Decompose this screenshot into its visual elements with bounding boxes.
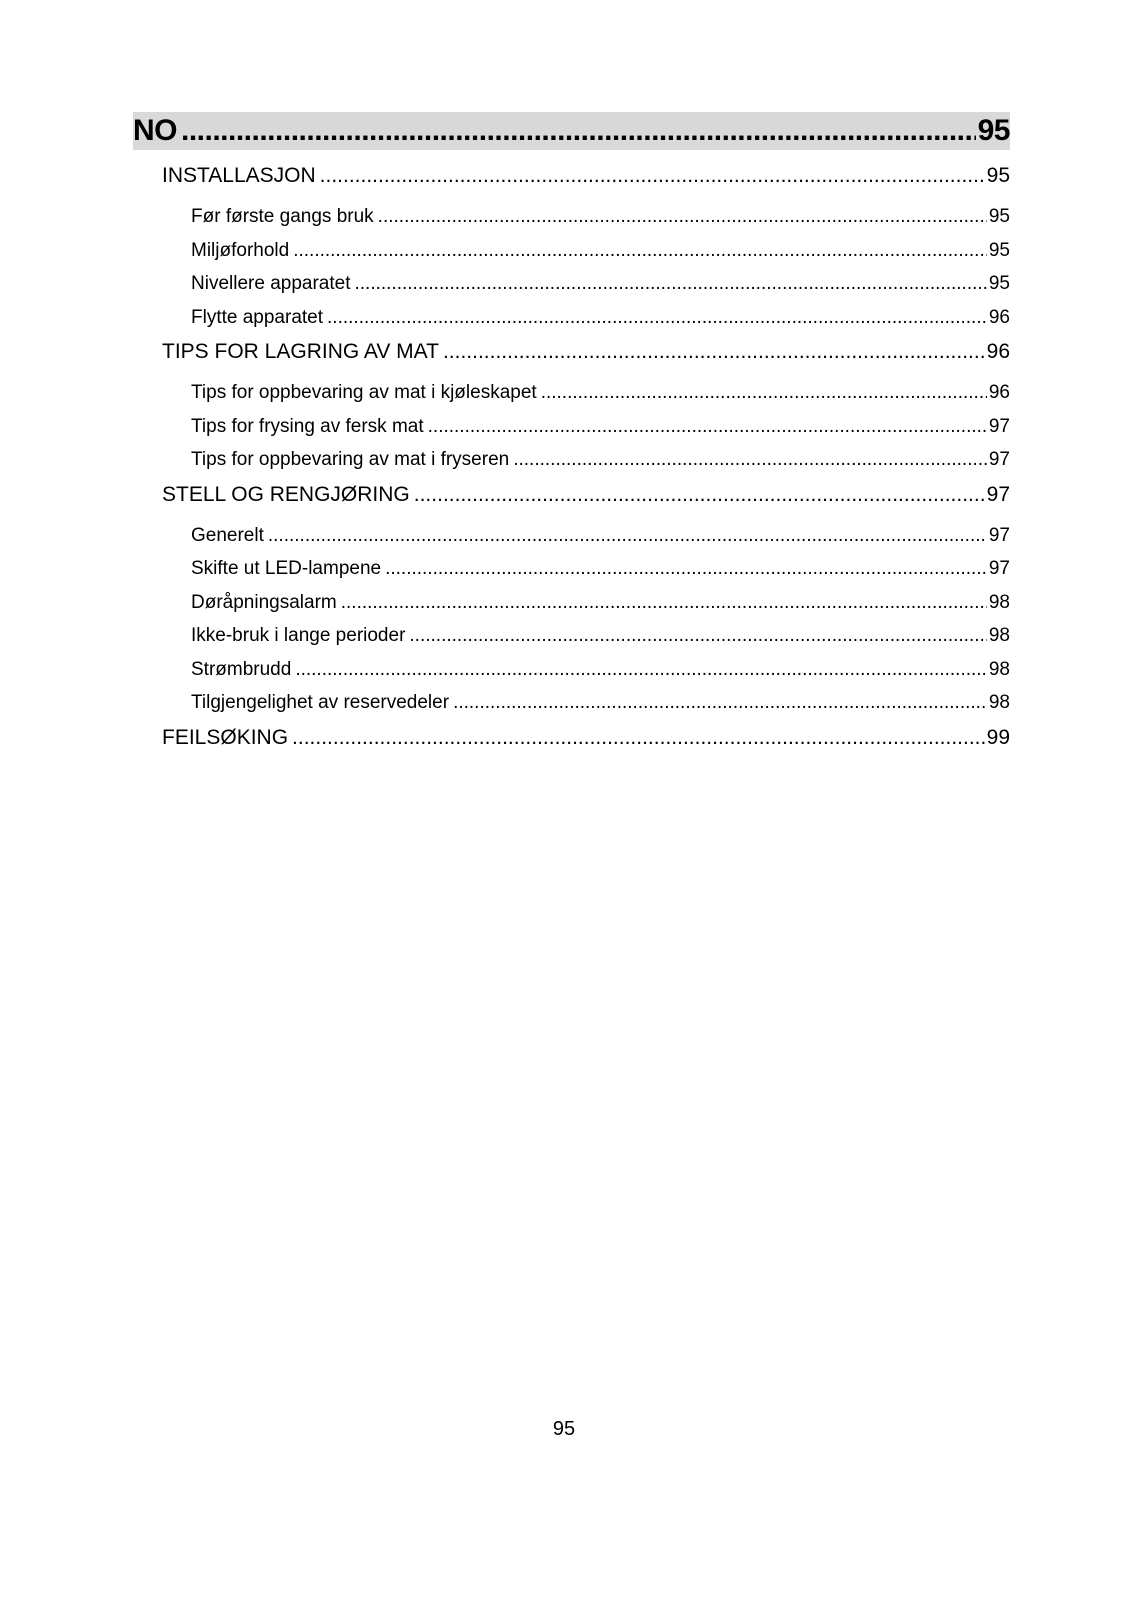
toc-leader-dots bbox=[354, 267, 986, 301]
toc-leader-dots bbox=[541, 376, 987, 410]
toc-item[interactable] bbox=[133, 200, 1010, 234]
toc-chapter-installasjon[interactable] bbox=[133, 164, 1010, 194]
toc-item-label: Strømbrudd bbox=[191, 658, 292, 680]
toc-item[interactable] bbox=[133, 653, 1010, 687]
toc-item-label: Miljøforhold bbox=[191, 239, 290, 261]
toc-main-heading[interactable] bbox=[133, 112, 1010, 150]
toc-item-page: 97 bbox=[988, 558, 1010, 579]
toc-item-label: Døråpningsalarm bbox=[191, 591, 337, 613]
toc-item-page: 95 bbox=[988, 273, 1010, 294]
toc-item-label: Tips for oppbevaring av mat i fryseren bbox=[191, 449, 510, 470]
toc-item[interactable] bbox=[133, 376, 1010, 410]
toc-leader-dots bbox=[513, 443, 987, 477]
toc-item-label: Før første gangs bruk bbox=[191, 206, 374, 227]
toc-leader-dots bbox=[181, 114, 976, 148]
toc-item-page: 96 bbox=[988, 382, 1010, 403]
toc-chapter-page: 97 bbox=[986, 482, 1010, 506]
toc-main-label: NO bbox=[133, 114, 177, 147]
toc-leader-dots bbox=[443, 340, 985, 364]
toc-item-label: Tips for frysing av fersk mat bbox=[191, 415, 424, 437]
toc-leader-dots bbox=[385, 552, 987, 586]
toc-chapter-page: 99 bbox=[986, 725, 1010, 749]
toc-leader-dots bbox=[341, 586, 987, 620]
toc-item-page: 95 bbox=[988, 206, 1010, 227]
toc-item-label: Generelt bbox=[191, 524, 264, 546]
toc-item-label: Nivellere apparatet bbox=[191, 273, 351, 294]
toc-chapter-label: TIPS FOR LAGRING AV MAT bbox=[162, 340, 439, 363]
toc-leader-dots bbox=[453, 686, 987, 720]
toc-item-label: Ikke-bruk i lange perioder bbox=[191, 625, 406, 646]
toc-chapter-label: STELL OG RENGJØRING bbox=[162, 482, 410, 506]
table-of-contents bbox=[133, 112, 1010, 762]
toc-item[interactable] bbox=[133, 234, 1010, 268]
toc-item[interactable] bbox=[133, 586, 1010, 620]
toc-leader-dots bbox=[268, 519, 987, 553]
toc-item-page: 98 bbox=[988, 591, 1010, 613]
toc-item-label: Tilgjengelighet av reservedeler bbox=[191, 692, 450, 713]
toc-chapter-feilsoking[interactable] bbox=[133, 726, 1010, 756]
toc-chapter-tips[interactable] bbox=[133, 340, 1010, 370]
toc-item[interactable] bbox=[133, 686, 1010, 720]
toc-item-page: 98 bbox=[988, 658, 1010, 680]
toc-leader-dots bbox=[409, 619, 986, 653]
toc-item-page: 98 bbox=[988, 625, 1010, 646]
toc-item[interactable] bbox=[133, 519, 1010, 553]
toc-main-page: 95 bbox=[977, 114, 1010, 147]
toc-item[interactable] bbox=[133, 619, 1010, 653]
toc-item[interactable] bbox=[133, 410, 1010, 444]
toc-leader-dots bbox=[295, 653, 987, 687]
toc-item-label: Skifte ut LED-lampene bbox=[191, 558, 382, 579]
toc-item-page: 97 bbox=[988, 449, 1010, 470]
toc-item-page: 95 bbox=[988, 239, 1010, 261]
toc-leader-dots bbox=[378, 200, 987, 234]
toc-item-label: Tips for oppbevaring av mat i kjøleskapet bbox=[191, 382, 537, 403]
toc-leader-dots bbox=[327, 301, 987, 335]
toc-item-page: 96 bbox=[988, 306, 1010, 328]
toc-item-page: 98 bbox=[988, 692, 1010, 713]
toc-item-label: Flytte apparatet bbox=[191, 306, 324, 328]
toc-leader-dots bbox=[414, 483, 985, 507]
toc-chapter-label: INSTALLASJON bbox=[162, 164, 316, 187]
toc-chapter-label: FEILSØKING bbox=[162, 725, 289, 749]
toc-item[interactable] bbox=[133, 267, 1010, 301]
toc-leader-dots bbox=[320, 164, 985, 188]
toc-item-page: 97 bbox=[988, 524, 1010, 546]
toc-chapter-stell[interactable] bbox=[133, 483, 1010, 513]
toc-item[interactable] bbox=[133, 301, 1010, 335]
toc-item-page: 97 bbox=[988, 415, 1010, 437]
toc-leader-dots bbox=[428, 410, 987, 444]
toc-chapter-page: 96 bbox=[986, 340, 1010, 363]
toc-item[interactable] bbox=[133, 552, 1010, 586]
toc-leader-dots bbox=[292, 726, 985, 750]
page-number: 95 bbox=[552, 1418, 576, 1440]
toc-chapter-page: 95 bbox=[986, 164, 1010, 187]
toc-leader-dots bbox=[293, 234, 987, 268]
toc-item[interactable] bbox=[133, 443, 1010, 477]
